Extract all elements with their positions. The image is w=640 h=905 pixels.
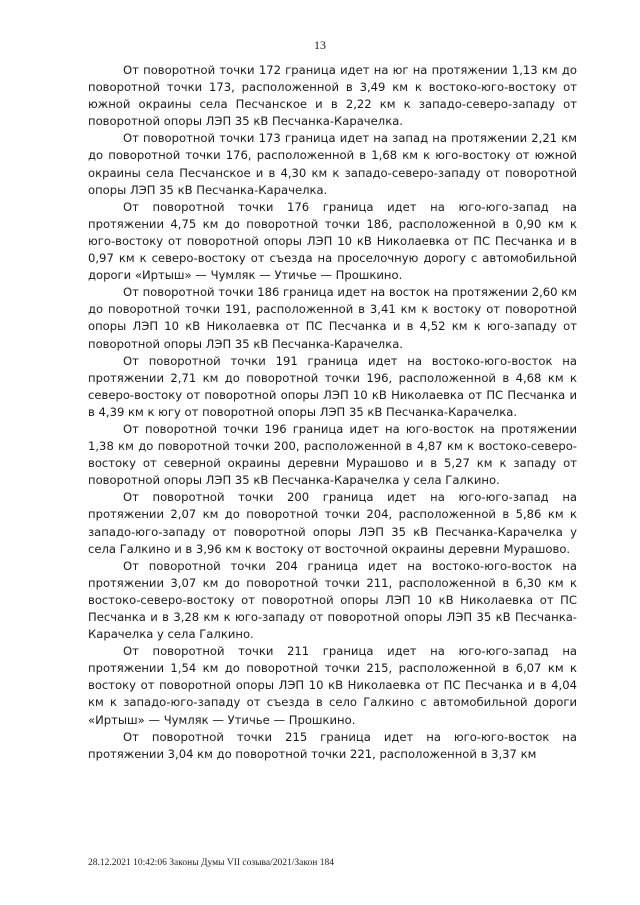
- document-footer: 28.12.2021 10:42:06 Законы Думы VII созыва/2021/Закон 184: [88, 858, 334, 868]
- page-number: 13: [314, 38, 326, 52]
- paragraph: От поворотной точки 176 граница идет на юго-юго-запад на протяжении 4,75 км до поворотной точки 186, расположенной в 0,90 км к юго-востоку от поворотной опоры ЛЭП 10 кВ Николаевка от ПС Песчанка и в 0,97 км к северо-востоку от съезда на проселочную дорогу с автомобильной дороги «Иртыш» — Чумляк — Утичье — Прошкино.: [88, 199, 577, 283]
- paragraph: От поворотной точки 196 граница идет на юго-восток на протяжении 1,38 км до поворотной точки 200, расположенной в 4,87 км к востоко-северо-востоку от северной окраины деревни Мурашово и в 5,27 км к западу от поворотной опоры ЛЭП 35 кВ Песчанка-Карачелка у села Галкино.: [88, 421, 577, 488]
- paragraph: От поворотной точки 186 граница идет на восток на протяжении 2,60 км до поворотной точки 191, расположенной в 3,41 км к востоку от поворотной опоры ЛЭП 10 кВ Николаевка от ПС Песчанка и в 4,52 км к юго-западу от поворотной опоры ЛЭП 35 кВ Песчанка-Карачелка.: [88, 285, 577, 351]
- paragraph: От поворотной точки 215 граница идет на юго-юго-восток на протяжении 3,04 км до поворотной точки 221, расположенной в 3,37 км: [88, 729, 577, 761]
- document-body: [88, 62, 577, 763]
- paragraph: От поворотной точки 200 граница идет на юго-юго-запад на протяжении 2,07 км до поворотной точки 204, расположенной в 5,86 км к западо-юго-западу от поворотной опоры ЛЭП 35 кВ Песчанка-Карачелка у села Галкино и в 3,96 км к востоку от восточной окраины деревни Мурашово.: [88, 490, 577, 556]
- paragraph: От поворотной точки 211 граница идет на юго-юго-запад на протяжении 1,54 км до поворотной точки 215, расположенной в 6,07 км к востоку от поворотной опоры ЛЭП 10 кВ Николаевка от ПС Песчанка и в 4,04 км к западо-юго-западу от съезда в село Галкино с автомобильной дороги «Иртыш» — Чумляк — Утичье — Прошкино.: [88, 644, 577, 727]
- paragraph: От поворотной точки 173 граница идет на запад на протяжении 2,21 км до поворотной точки 176, расположенной в 1,68 км к юго-востоку от южной окраины села Песчанское и в 4,30 км к западо-северо-западу от поворотной опоры ЛЭП 35 кВ Песчанка-Карачелка.: [88, 131, 577, 197]
- paragraph: От поворотной точки 191 граница идет на востоко-юго-восток на протяжении 2,71 км до поворотной точки 196, расположенной в 4,68 км к северо-востоку от поворотной опоры ЛЭП 10 кВ Николаевка от ПС Песчанка и в 4,39 км к югу от поворотной опоры ЛЭП 35 кВ Песчанка-Карачелка.: [88, 353, 577, 419]
- paragraph: От поворотной точки 204 граница идет на востоко-юго-восток на протяжении 3,07 км до поворотной точки 211, расположенной в 6,30 км к востоко-северо-востоку от поворотной опоры ЛЭП 10 кВ Николаевка от ПС Песчанка и в 3,28 км к юго-западу от поворотной опоры ЛЭП 35 кВ Песчанка-Карачелка у села Галкино.: [88, 558, 577, 642]
- paragraph: От поворотной точки 172 граница идет на юг на протяжении 1,13 км до поворотной точки 173, расположенной в 3,49 км к востоко-юго-востоку от южной окраины села Песчанское и в 2,22 км к западо-северо-западу от поворотной опоры ЛЭП 35 кВ Песчанка-Карачелка.: [88, 63, 577, 129]
